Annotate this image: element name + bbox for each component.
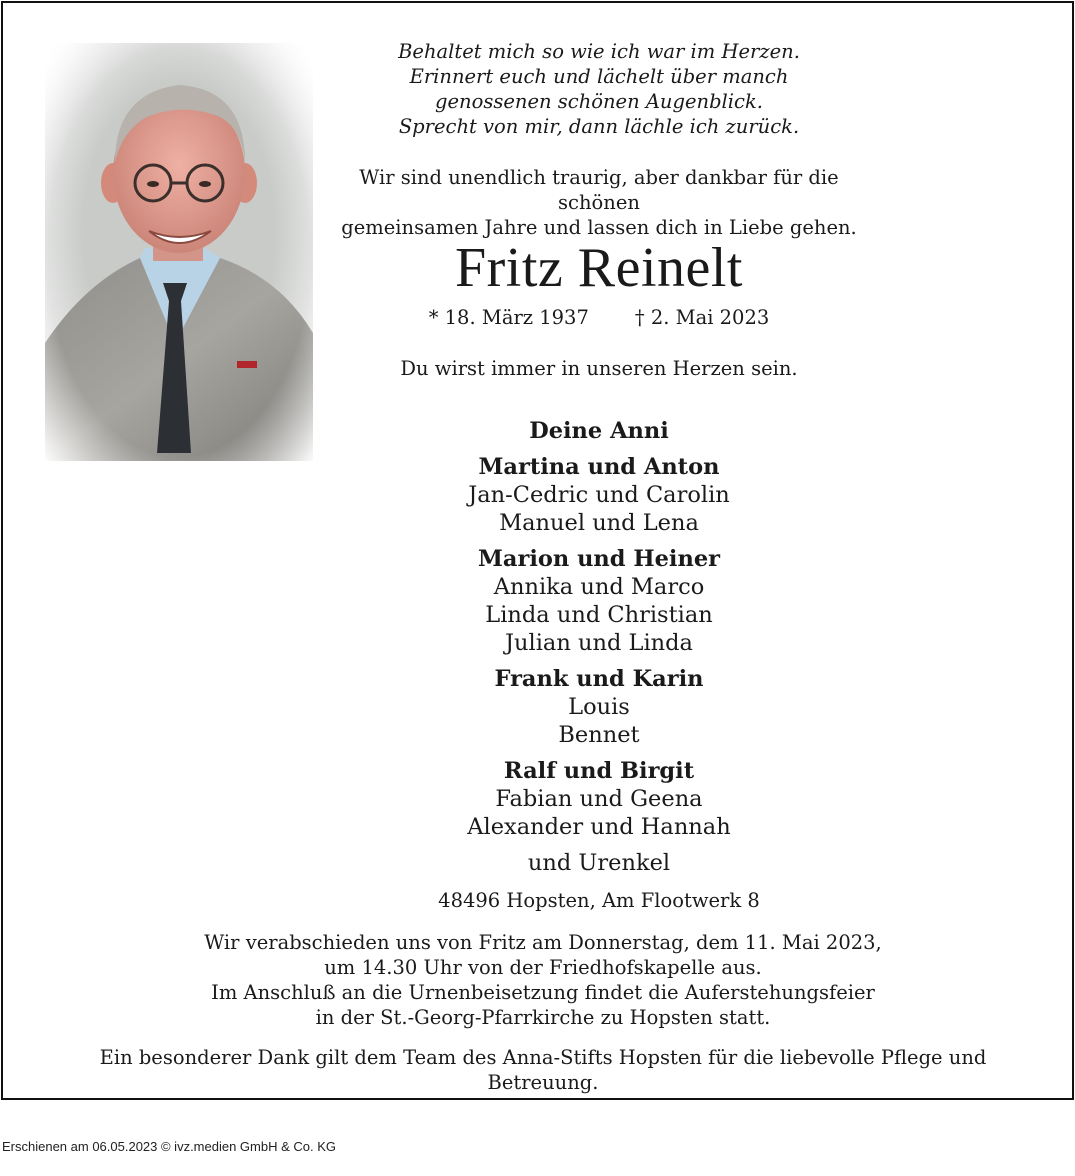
group-member: Bennet	[558, 722, 640, 748]
tagline: Du wirst immer in unseren Herzen sein.	[400, 357, 798, 380]
intro-line: Wir sind unendlich traurig, aber dankbar für die schönen	[359, 166, 839, 214]
poem-line: Sprecht von mir, dann lächle ich zurück.	[398, 115, 800, 138]
service-line: in der St.-Georg-Pfarrkirche zu Hopsten statt.	[315, 1006, 771, 1029]
group-head: Marion und Heiner	[477, 546, 721, 572]
deceased-name: Fritz Reinelt	[454, 237, 743, 299]
group-head: Ralf und Birgit	[503, 758, 695, 784]
service-line: Im Anschluß an die Urnenbeisetzung findet die Auferstehungsfeier	[211, 981, 875, 1004]
family-group	[321, 665, 877, 749]
family-group	[321, 453, 877, 537]
publication-footer: Erschienen am 06.05.2023 © ivz.medien GmbH & Co. KG	[2, 1139, 337, 1154]
service-line: Wir verabschieden uns von Fritz am Donnerstag, dem 11. Mai 2023,	[204, 931, 882, 954]
obituary-frame	[1, 1, 1074, 1100]
service-line: um 14.30 Uhr von der Friedhofskapelle aus.	[324, 956, 762, 979]
service-details	[43, 930, 1043, 1030]
group-member: Manuel und Lena	[499, 510, 699, 536]
life-dates	[321, 305, 877, 330]
address: 48496 Hopsten, Am Flootwerk 8	[438, 889, 760, 912]
mourners-list	[321, 413, 877, 877]
intro-line: gemeinsamen Jahre und lassen dich in Liebe gehen.	[341, 216, 857, 239]
death-date: † 2. Mai 2023	[634, 306, 770, 329]
family-group	[321, 757, 877, 841]
closing-line: und Urenkel	[527, 850, 671, 876]
group-head: Martina und Anton	[478, 454, 720, 480]
portrait-photo	[45, 43, 313, 461]
poem-line: genossenen schönen Augenblick.	[435, 90, 763, 113]
group-member: Louis	[568, 694, 630, 720]
group-member: Julian und Linda	[505, 630, 693, 656]
intro-text	[321, 165, 877, 240]
birth-date: * 18. März 1937	[428, 306, 589, 329]
group-member: Alexander und Hannah	[467, 814, 731, 840]
group-member: Jan-Cedric und Carolin	[468, 482, 730, 508]
group-head: Frank und Karin	[494, 666, 704, 692]
spouse-name: Deine Anni	[529, 418, 669, 444]
family-group	[321, 545, 877, 657]
poem-line: Behaltet mich so wie ich war im Herzen.	[398, 40, 800, 63]
thanks-note: Ein besonderer Dank gilt dem Team des Anna-Stifts Hopsten für die liebevolle Pflege und Betreuung.	[99, 1046, 987, 1094]
group-member: Linda und Christian	[485, 602, 713, 628]
poem	[321, 39, 877, 139]
group-member: Fabian und Geena	[495, 786, 703, 812]
group-member: Annika und Marco	[493, 574, 705, 600]
poem-line: Erinnert euch und lächelt über manch	[409, 65, 789, 88]
